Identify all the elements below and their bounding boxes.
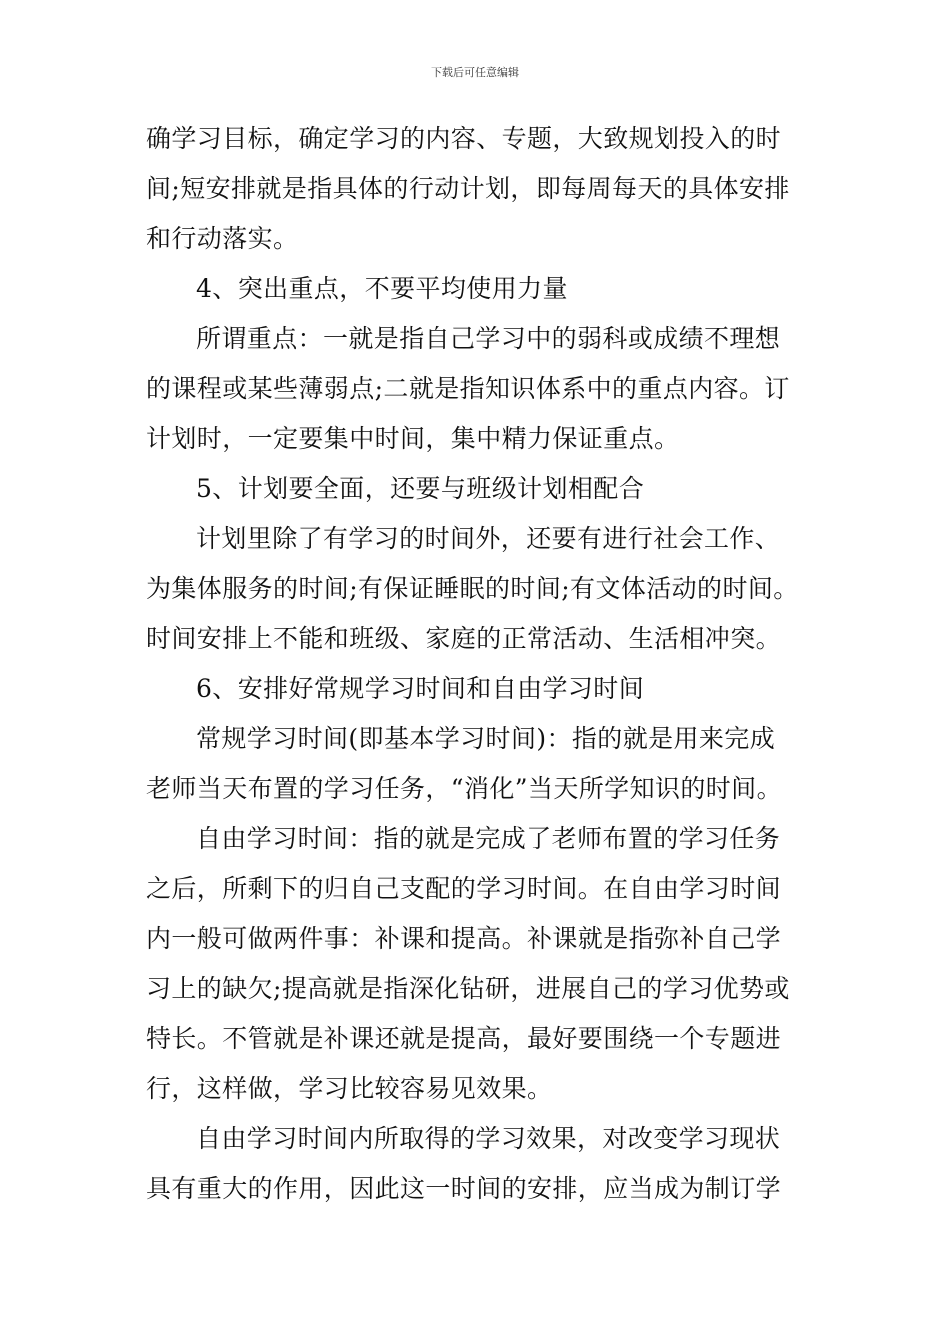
paragraph-start: 计划里除了有学习的时间外，还要有进行社会工作、 bbox=[196, 524, 781, 553]
text-line: 时间安排上不能和班级、家庭的正常活动、生活相冲突。 bbox=[146, 624, 782, 653]
text-line: 老师当天布置的学习任务，“消化”当天所学知识的时间。 bbox=[146, 774, 782, 803]
section-heading: 6、安排好常规学习时间和自由学习时间 bbox=[196, 674, 645, 703]
paragraph-start: 所谓重点：一就是指自己学习中的弱科或成绩不理想 bbox=[196, 324, 781, 353]
text-line: 的课程或某些薄弱点;二就是指知识体系中的重点内容。订 bbox=[146, 374, 790, 403]
text-line: 行，这样做，学习比较容易见效果。 bbox=[146, 1074, 553, 1103]
text-line: 间;短安排就是指具体的行动计划，即每周每天的具体安排 bbox=[146, 174, 790, 203]
text-line: 特长。不管就是补课还就是提高，最好要围绕一个专题进 bbox=[146, 1024, 782, 1053]
text-line: 内一般可做两件事：补课和提高。补课就是指弥补自己学 bbox=[146, 924, 782, 953]
text-line: 确学习目标，确定学习的内容、专题，大致规划投入的时 bbox=[146, 124, 782, 153]
text-line: 和行动落实。 bbox=[146, 224, 299, 253]
text-line: 为集体服务的时间;有保证睡眠的时间;有文体活动的时间。 bbox=[146, 574, 799, 603]
text-line: 习上的缺欠;提高就是指深化钻研，进展自己的学习优势或 bbox=[146, 974, 790, 1003]
text-line: 计划时，一定要集中时间，集中精力保证重点。 bbox=[146, 424, 680, 453]
paragraph-start: 自由学习时间内所取得的学习效果，对改变学习现状 bbox=[196, 1124, 781, 1153]
section-heading: 4、突出重点，不要平均使用力量 bbox=[196, 274, 568, 303]
page-header: 下载后可任意编辑 bbox=[431, 66, 519, 79]
paragraph-start: 自由学习时间：指的就是完成了老师布置的学习任务 bbox=[196, 824, 781, 853]
paragraph-start: 常规学习时间(即基本学习时间)：指的就是用来完成 bbox=[196, 724, 776, 753]
text-line: 具有重大的作用，因此这一时间的安排，应当成为制订学 bbox=[146, 1174, 782, 1203]
document-body bbox=[146, 126, 816, 1226]
text-line: 之后，所剩下的归自己支配的学习时间。在自由学习时间 bbox=[146, 874, 782, 903]
section-heading: 5、计划要全面，还要与班级计划相配合 bbox=[196, 474, 645, 503]
